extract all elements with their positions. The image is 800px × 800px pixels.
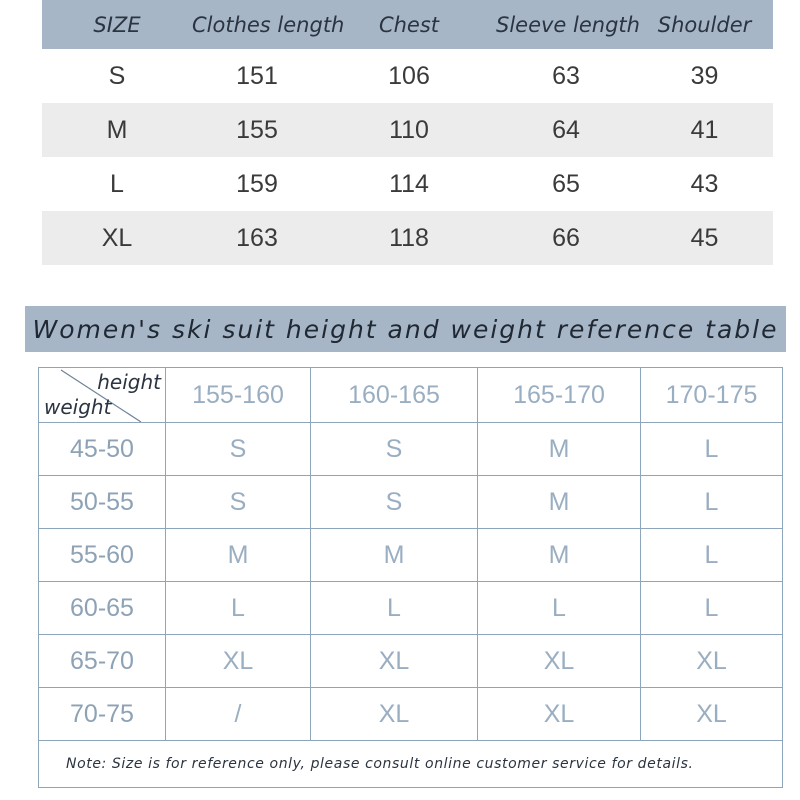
size-cell: M: [106, 115, 128, 144]
size-recommendation-cell: M: [478, 529, 641, 582]
size-recommendation-cell: L: [478, 582, 641, 635]
size-recommendation-cell: XL: [311, 635, 478, 688]
clothes-length-cell: 163: [236, 223, 278, 252]
header-chest: Chest: [378, 12, 440, 37]
chest-cell: 110: [389, 115, 429, 144]
weight-range-label: 70-75: [39, 688, 166, 741]
sleeve-length-cell: 64: [552, 115, 580, 144]
size-recommendation-cell: XL: [478, 635, 641, 688]
weight-range-label: 50-55: [39, 476, 166, 529]
weight-row: [39, 688, 783, 741]
clothes-length-cell: 151: [236, 61, 278, 90]
size-recommendation-cell: /: [166, 688, 311, 741]
corner-cell: [39, 368, 166, 423]
reference-table-title: Women's ski suit height and weight reference table: [32, 314, 779, 344]
size-recommendation-cell: M: [478, 423, 641, 476]
size-recommendation-cell: L: [641, 423, 783, 476]
weight-row: [39, 635, 783, 688]
note-row: [39, 741, 783, 788]
size-recommendation-cell: XL: [166, 635, 311, 688]
chest-cell: 106: [388, 61, 430, 90]
clothes-length-cell: 159: [236, 169, 278, 198]
size-recommendation-cell: S: [166, 423, 311, 476]
sleeve-length-cell: 66: [552, 223, 580, 252]
size-cell: S: [108, 61, 126, 90]
reference-table-title-bar: [25, 306, 786, 352]
sleeve-length-cell: 63: [552, 61, 580, 90]
shoulder-cell: 39: [690, 61, 719, 90]
shoulder-cell: 41: [690, 115, 719, 144]
size-row-m: [42, 103, 773, 157]
sleeve-length-cell: 65: [552, 169, 580, 198]
size-recommendation-cell: XL: [311, 688, 478, 741]
weight-range-label: 55-60: [39, 529, 166, 582]
height-range-header: 170-175: [641, 368, 783, 423]
weight-row: [39, 476, 783, 529]
size-chart: [42, 0, 773, 265]
height-weight-reference-table: [38, 367, 783, 788]
size-recommendation-cell: XL: [478, 688, 641, 741]
size-recommendation-cell: L: [311, 582, 478, 635]
size-recommendation-cell: M: [166, 529, 311, 582]
header-size: SIZE: [93, 12, 141, 37]
size-recommendation-cell: S: [311, 423, 478, 476]
weight-range-label: 45-50: [39, 423, 166, 476]
height-range-header: 160-165: [311, 368, 478, 423]
size-recommendation-cell: L: [641, 582, 783, 635]
size-recommendation-cell: XL: [641, 635, 783, 688]
size-recommendation-cell: XL: [641, 688, 783, 741]
size-recommendation-cell: S: [311, 476, 478, 529]
size-recommendation-cell: L: [166, 582, 311, 635]
size-recommendation-cell: M: [478, 476, 641, 529]
weight-range-label: 65-70: [39, 635, 166, 688]
size-recommendation-cell: M: [311, 529, 478, 582]
weight-row: [39, 423, 783, 476]
weight-row: [39, 582, 783, 635]
size-row-xl: [42, 211, 773, 265]
size-row-s: [42, 49, 773, 103]
header-sleeve-length: Sleeve length: [496, 12, 640, 37]
shoulder-cell: 45: [690, 223, 719, 252]
reference-note: Note: Size is for reference only, please consult online customer service for details.: [39, 741, 783, 788]
size-cell: XL: [101, 223, 133, 252]
header-shoulder: Shoulder: [657, 12, 752, 37]
corner-height-label: height: [97, 370, 161, 394]
shoulder-cell: 43: [690, 169, 719, 198]
size-recommendation-cell: S: [166, 476, 311, 529]
weight-row: [39, 529, 783, 582]
size-recommendation-cell: L: [641, 476, 783, 529]
size-cell: L: [110, 169, 124, 198]
size-chart-header: [42, 0, 773, 49]
height-range-header: 155-160: [166, 368, 311, 423]
weight-range-label: 60-65: [39, 582, 166, 635]
chest-cell: 118: [389, 223, 429, 252]
corner-weight-label: weight: [44, 395, 112, 419]
size-row-l: [42, 157, 773, 211]
chest-cell: 114: [389, 169, 429, 198]
height-header-row: [39, 368, 783, 423]
height-range-header: 165-170: [478, 368, 641, 423]
size-recommendation-cell: L: [641, 529, 783, 582]
header-clothes-length: Clothes length: [192, 12, 345, 37]
clothes-length-cell: 155: [236, 115, 278, 144]
